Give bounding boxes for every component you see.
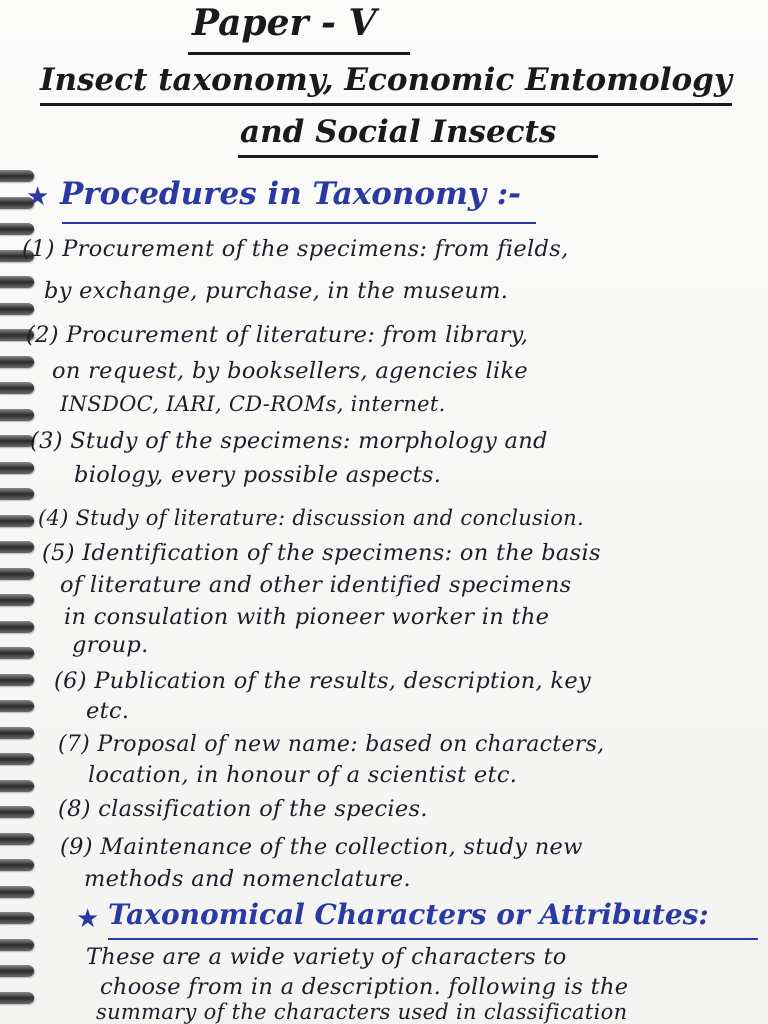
spiral-coil	[0, 674, 34, 686]
section2-line-2: choose from in a description. following is the	[100, 974, 629, 1000]
spiral-coil	[0, 833, 34, 845]
item-7-line-2: location, in honour of a scientist etc.	[88, 762, 518, 788]
section-heading-underline	[62, 222, 536, 224]
item-3-line-2: biology, every possible aspects.	[74, 462, 442, 488]
section-heading-procedures: Procedures in Taxonomy :-	[60, 176, 522, 212]
item-5-line-2: of literature and other identified specimens	[60, 572, 572, 598]
item-7-line-1: (7) Proposal of new name: based on characters,	[58, 732, 605, 757]
spiral-coil	[0, 568, 34, 580]
spiral-coil	[0, 462, 34, 474]
section2-line-1: These are a wide variety of characters to	[86, 944, 567, 970]
spiral-coil	[0, 515, 34, 527]
spiral-coil	[0, 992, 34, 1004]
spiral-binding	[0, 170, 48, 1024]
item-5-line-4: group.	[72, 632, 149, 658]
spiral-coil	[0, 965, 34, 977]
subject-title-line2: and Social Insects	[240, 114, 557, 150]
item-2-line-3: INSDOC, IARI, CD-ROMs, internet.	[60, 392, 446, 416]
star-bullet-icon: ★	[26, 182, 50, 212]
subject-title-line1: Insect taxonomy, Economic Entomology	[40, 62, 732, 98]
spiral-coil	[0, 727, 34, 739]
section2-line-3: summary of the characters used in classification	[96, 1000, 628, 1024]
spiral-coil	[0, 859, 34, 871]
spiral-coil	[0, 780, 34, 792]
spiral-coil	[0, 170, 34, 182]
spiral-coil	[0, 276, 34, 288]
paper-title-underline	[188, 52, 410, 55]
item-5-line-3: in consulation with pioneer worker in the	[64, 604, 550, 630]
spiral-coil	[0, 223, 34, 235]
section2-heading-underline	[108, 938, 758, 940]
item-6-line-1: (6) Publication of the results, description, key	[54, 668, 591, 694]
item-6-line-2: etc.	[86, 698, 130, 724]
item-1-line-1: (1) Procurement of the specimens: from fields,	[22, 236, 569, 262]
spiral-coil	[0, 382, 34, 394]
spiral-coil	[0, 621, 34, 633]
spiral-coil	[0, 939, 34, 951]
item-4-line-1: (4) Study of literature: discussion and conclusion.	[38, 506, 584, 530]
item-3-line-1: (3) Study of the specimens: morphology and	[30, 428, 548, 454]
item-9-line-1: (9) Maintenance of the collection, study new	[60, 834, 583, 860]
subject-title-underline2	[238, 155, 598, 158]
item-1-line-2: by exchange, purchase, in the museum.	[44, 278, 509, 304]
item-5-line-1: (5) Identification of the specimens: on the basis	[42, 540, 601, 566]
section-heading-characters: Taxonomical Characters or Attributes:	[108, 898, 709, 931]
spiral-coil	[0, 303, 34, 315]
paper-title: Paper - V	[192, 2, 377, 44]
spiral-coil	[0, 806, 34, 818]
spiral-coil	[0, 753, 34, 765]
spiral-coil	[0, 886, 34, 898]
item-2-line-2: on request, by booksellers, agencies like	[52, 358, 529, 384]
spiral-coil	[0, 912, 34, 924]
spiral-coil	[0, 409, 34, 421]
item-8-line-1: (8) classification of the species.	[58, 796, 428, 822]
subject-title-underline1	[40, 103, 732, 106]
spiral-coil	[0, 541, 34, 553]
item-2-line-1: (2) Procurement of literature: from library,	[26, 322, 529, 348]
spiral-coil	[0, 594, 34, 606]
spiral-coil	[0, 356, 34, 368]
spiral-coil	[0, 647, 34, 659]
spiral-coil	[0, 488, 34, 500]
spiral-coil	[0, 700, 34, 712]
item-9-line-2: methods and nomenclature.	[84, 866, 411, 892]
spiral-coil	[0, 435, 34, 447]
star-bullet-icon: ★	[76, 904, 100, 934]
